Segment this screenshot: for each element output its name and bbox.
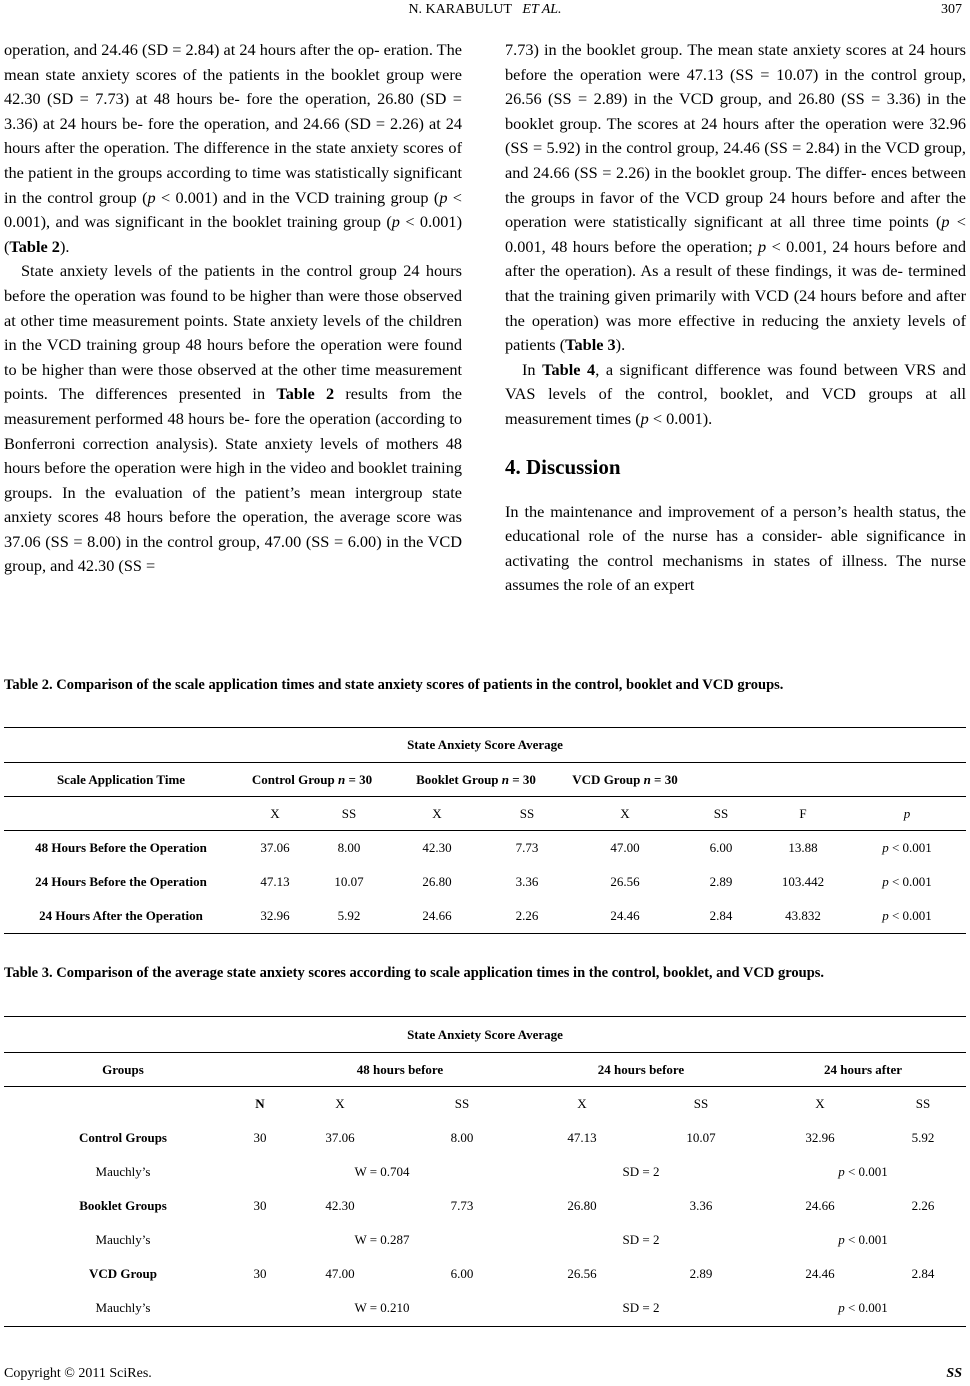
- table-cell: 47.13: [567, 1129, 597, 1145]
- table2-group-booklet: Booklet Group n = 30: [386, 763, 566, 797]
- table3-group-label: VCD Group: [88, 1265, 158, 1281]
- table-cell: 2.84: [911, 1265, 935, 1281]
- text-run: < 0.001, 24 hours before and after the operation). As a result of these findings, it was de- termined that the training given primarily with VCD (24 hours before and after the operation) was more effective in reducing the anxiety levels of patients (: [505, 236, 966, 355]
- table2-row-label: 48 Hours Before the Operation: [35, 839, 207, 855]
- table-reference: Table 4: [542, 359, 596, 379]
- table3: [4, 1016, 966, 1327]
- table-row: [4, 831, 966, 865]
- table3-caption: Table 3. Comparison of the average state anxiety scores according to scale application times in the control, booklet, and VCD groups.: [4, 965, 825, 981]
- table-cell: 3.36: [689, 1197, 713, 1213]
- table3-subheader: X: [815, 1095, 825, 1111]
- text-run: < 0.001).: [648, 408, 713, 428]
- mauchly-label: Mauchly’s: [95, 1231, 151, 1247]
- section-title: 4. Discussion: [505, 454, 621, 479]
- p-symbol: p: [439, 187, 448, 207]
- table-cell: 26.80: [422, 873, 452, 889]
- table2-subheader: X: [386, 797, 488, 831]
- mauchly-w: W = 0.704: [354, 1163, 410, 1179]
- table-row: [4, 1257, 966, 1291]
- table-cell: 24.66: [386, 899, 488, 934]
- p-symbol: p: [391, 212, 400, 232]
- table3-time-24-before: 24 hours before: [522, 1053, 760, 1087]
- table-cell: 24.66: [805, 1197, 835, 1213]
- table2-subheader: X: [238, 797, 312, 831]
- header-author-name: N. KARABULUT: [408, 2, 512, 17]
- table2-super-header: State Anxiety Score Average: [4, 728, 966, 763]
- table3-col-groups: Groups: [4, 1053, 242, 1087]
- left-column: [4, 38, 462, 579]
- table-cell-p: p < 0.001: [882, 839, 932, 855]
- text-run: , a significant difference was found between VRS and VAS levels of the control, booklet, and VCD groups at all measurement times (: [505, 359, 967, 428]
- table-cell: 42.30: [422, 839, 452, 855]
- mauchly-sd: SD = 2: [622, 1231, 660, 1247]
- table-cell: 8.00: [450, 1129, 474, 1145]
- table2-subheader: p: [848, 797, 966, 831]
- p-symbol: p: [758, 236, 767, 256]
- header-etal: ET AL.: [522, 2, 562, 17]
- table-cell: 7.73: [515, 839, 539, 855]
- table-row: [4, 899, 966, 934]
- table2-subheader: SS: [312, 797, 386, 831]
- table3-group-label: Booklet Groups: [79, 1197, 167, 1213]
- table-cell: 8.00: [337, 839, 361, 855]
- text-run: 7.73) in the booklet group. The mean state anxiety scores at 24 hours before the operation were 47.13 (SS = 10.07) in the control group, 26.56 (SS = 2.89) in the VCD group, and 26.80 (SS = 3.36) in the booklet group. The scores at 24 hours after the operation were 32.96 (SS = 5.92) in the control group, 24.46 (SS = 2.84) in the VCD group, and 24.66 (SS = 2.26) in the booklet group. The differ- ences between the groups in favor of the VCD group 24 hours before and after the operation were statistically significant at all three time points (: [505, 40, 966, 232]
- mauchly-label: Mauchly’s: [95, 1163, 151, 1179]
- table3-super-header: State Anxiety Score Average: [4, 1017, 966, 1053]
- table-row-mauchly: [4, 1291, 966, 1327]
- table2: [4, 727, 966, 934]
- mauchly-sd: SD = 2: [522, 1291, 760, 1327]
- table2-group-vcd: VCD Group n = 30: [566, 763, 684, 797]
- running-header: [0, 2, 970, 18]
- table-cell: 10.07: [686, 1129, 716, 1145]
- table-cell: 26.56: [610, 873, 640, 889]
- table-cell-p: p < 0.001: [882, 873, 932, 889]
- table2-subheader: SS: [684, 797, 758, 831]
- table-cell: 30: [253, 1197, 267, 1213]
- mauchly-label: Mauchly’s: [4, 1291, 242, 1327]
- table-cell: 2.26: [488, 899, 566, 934]
- table-cell-p: p < 0.001: [848, 899, 966, 934]
- right-paragraph-1: [505, 38, 966, 358]
- table-cell: 26.56: [567, 1265, 597, 1281]
- copyright-notice: Copyright © 2011 SciRes.: [4, 1366, 152, 1381]
- table-reference: Table 2: [9, 236, 60, 256]
- table-row: [4, 1121, 966, 1155]
- mauchly-sd: SD = 2: [622, 1163, 660, 1179]
- text-run: ).: [615, 335, 626, 355]
- table3-group-label: Control Groups: [78, 1129, 167, 1145]
- table-cell: 5.92: [911, 1129, 935, 1145]
- table-cell: 7.73: [450, 1197, 474, 1213]
- table3-subheader: X: [577, 1095, 587, 1111]
- table-cell: 30: [253, 1129, 267, 1145]
- mauchly-p: p < 0.001: [838, 1231, 888, 1247]
- mauchly-p: p < 0.001: [838, 1163, 888, 1179]
- table-reference: Table 3: [565, 335, 616, 355]
- table3-blank-corner: [4, 1087, 242, 1121]
- table3-subheader: SS: [915, 1095, 931, 1111]
- table-cell: 42.30: [325, 1197, 355, 1213]
- table3-subheader-n: N: [255, 1095, 265, 1111]
- table-row-mauchly: [4, 1223, 966, 1257]
- text-run: results from the measurement performed 48 hours be- fore the operation (according to Bonferroni correction analysis). State anxiety levels of mothers 48 hours before the operation were high in the video and booklet training groups. In the evaluation of the patient’s mean intergroup state anxiety scores 48 hours before the operation, the average score was 37.06 (SS = 8.00) in the control group, 47.00 (SS = 6.00) in the VCD group, and 42.30 (SS =: [4, 384, 462, 576]
- table-cell: 2.84: [684, 899, 758, 934]
- table-cell: 5.92: [312, 899, 386, 934]
- table2-caption: Table 2. Comparison of the scale application times and state anxiety scores of patients in the control, booklet and VCD groups.: [4, 677, 784, 693]
- table-row-mauchly: [4, 1155, 966, 1189]
- table-row: [4, 1189, 966, 1223]
- table-cell: 6.00: [709, 839, 733, 855]
- table3-time-48-before: 48 hours before: [278, 1053, 522, 1087]
- table-reference: Table 2: [276, 384, 335, 404]
- mauchly-w: W = 0.287: [354, 1231, 410, 1247]
- table-cell: 37.06: [260, 839, 290, 855]
- left-paragraph-2: [4, 259, 462, 579]
- text-run: < 0.001, 48 hours before the operation;: [505, 212, 966, 256]
- table-cell: 13.88: [788, 839, 818, 855]
- table2-subheader: X: [566, 797, 684, 831]
- table-cell: 10.07: [334, 873, 364, 889]
- table2-row-label: 24 Hours After the Operation: [4, 899, 238, 934]
- text-run: < 0.001) and in the VCD training group (: [155, 187, 440, 207]
- table3-subheader: SS: [454, 1095, 470, 1111]
- table-cell: 2.89: [709, 873, 733, 889]
- page-number: 307: [941, 2, 962, 17]
- right-paragraph-3: In the maintenance and improvement of a person’s health status, the educational role of the nurse has a consider- able significance in activating the control mechanisms in states of illness. The nurse assumes the role of an expert: [505, 501, 966, 595]
- table-cell: 43.832: [758, 899, 848, 934]
- text-run: ).: [59, 236, 70, 256]
- table-cell: 2.26: [911, 1197, 935, 1213]
- table-cell: 26.80: [567, 1197, 597, 1213]
- table2-subheader: SS: [488, 797, 566, 831]
- table2-group-control: Control Group n = 30: [238, 763, 386, 797]
- mauchly-w: W = 0.210: [242, 1291, 522, 1327]
- table3-subheader: SS: [693, 1095, 709, 1111]
- p-symbol: p: [941, 212, 950, 232]
- text-run: operation, and 24.46 (SD = 2.84) at 24 hours after the op- eration. The mean state anxiety scores of the patients in the booklet group were 42.30 (SD = 7.73) at 48 hours be- fore the operation, 26.80 (SD = 3.36) at 24 hours be- fore the operation, and 24.66 (SD = 2.26) at 24 hours after the operation. The difference in the state anxiety scores of the patient in the groups according to time was statistically significant in the control group (: [4, 40, 462, 207]
- table2-subheader: F: [758, 797, 848, 831]
- table3-subheader: X: [335, 1095, 345, 1111]
- table-cell: 6.00: [450, 1265, 474, 1281]
- right-paragraph-2: [505, 358, 966, 432]
- text-run: < 0.001), and was significant in the booklet training group (: [4, 187, 462, 232]
- text-run: State anxiety levels of the patients in the control group 24 hours before the operation was found to be higher than were those observed at other time measurement points. State anxiety levels of the children in the VCD training group 48 hours before the operation were found to be higher than were those observed at the other time measurement points. The differences presented in: [4, 261, 462, 404]
- table-cell: 47.00: [610, 839, 640, 855]
- table3-time-24-after: 24 hours after: [760, 1053, 966, 1087]
- table2-blank-corner: [4, 797, 238, 831]
- table-cell: 103.442: [781, 873, 825, 889]
- mauchly-p: p < 0.001: [760, 1291, 966, 1327]
- text-run: < 0.001) (: [4, 212, 462, 256]
- journal-abbrev: SS: [946, 1366, 962, 1381]
- table-cell: 30: [253, 1265, 267, 1281]
- table-cell: 2.89: [689, 1265, 713, 1281]
- right-column: [505, 38, 966, 598]
- table-cell: 24.46: [805, 1265, 835, 1281]
- table-cell: 47.00: [325, 1265, 355, 1281]
- text-run: In: [522, 359, 543, 379]
- table-cell: 37.06: [325, 1129, 355, 1145]
- left-paragraph-1: [4, 38, 462, 259]
- table2-row-label: 24 Hours Before the Operation: [35, 873, 207, 889]
- table-cell: 24.46: [566, 899, 684, 934]
- table-cell: 47.13: [260, 873, 290, 889]
- table-cell: 3.36: [515, 873, 539, 889]
- table-cell: 32.96: [805, 1129, 835, 1145]
- p-symbol: p: [147, 187, 156, 207]
- p-symbol: p: [640, 408, 649, 428]
- table2-col-time: Scale Application Time: [4, 763, 238, 797]
- table-row: [4, 865, 966, 899]
- table-cell: 32.96: [238, 899, 312, 934]
